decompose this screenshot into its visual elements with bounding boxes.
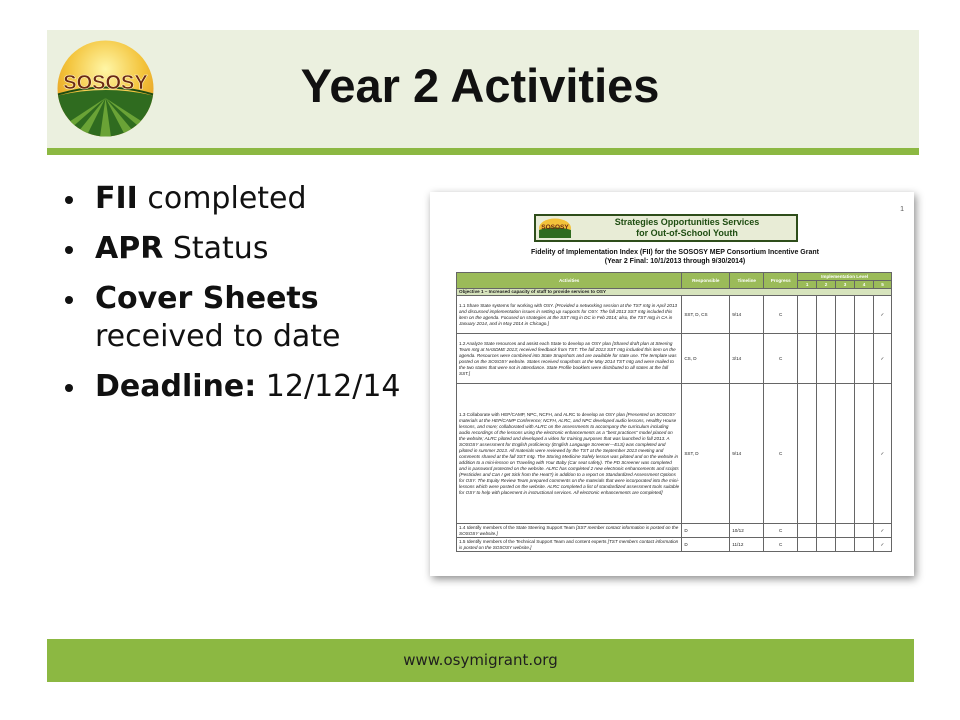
- bullet-bold-text: Cover Sheets: [95, 281, 319, 316]
- banner-logo-text: SOSOSY: [541, 224, 569, 231]
- level-cell: [817, 334, 836, 384]
- header-divider: [47, 148, 919, 155]
- level-5-check-icon: ✓: [873, 384, 891, 524]
- activity-cell: [457, 334, 682, 384]
- activity-label: 1.1 Share State systems for working with OSY.: [459, 302, 554, 308]
- footer-bar: [47, 639, 914, 682]
- level-cell: [836, 296, 855, 334]
- bullet-dot-icon: [65, 296, 73, 304]
- bullet-item: [65, 230, 425, 268]
- responsible-cell: SST, D: [682, 384, 730, 524]
- timeline-cell: 9/14: [730, 384, 764, 524]
- activity-cell: [457, 296, 682, 334]
- progress-cell: C: [764, 384, 798, 524]
- page-number: 1: [900, 206, 904, 213]
- level-cell: [855, 538, 874, 552]
- activity-note: [Provided a networking session at the TST mtg in April 2013 and discussed implementation issues in setting up supports for OSY. The fall 2013 SST mtg included this item on the agenda. Focused on strategies at the SST mtg in DC in Feb 2014; also, the TST mtg in CA in January 2014, and in May 2014 in Chicago.]: [459, 302, 678, 326]
- timeline-cell: 10/12: [730, 524, 764, 538]
- level-5-check-icon: ✓: [873, 334, 891, 384]
- bullet-text: completed: [137, 181, 307, 216]
- bullet-bold-text: FII: [95, 181, 138, 216]
- banner-text: [578, 217, 796, 239]
- level-cell: [855, 524, 874, 538]
- table-row: [457, 384, 892, 524]
- level-header: 3: [836, 281, 855, 289]
- subtitle-line-2: (Year 2 Final: 10/1/2013 through 9/30/2014): [604, 258, 746, 265]
- banner-line-2: for Out-of-School Youth: [636, 228, 738, 238]
- level-5-check-icon: ✓: [873, 524, 891, 538]
- timeline-cell: 11/12: [730, 538, 764, 552]
- activity-cell: [457, 524, 682, 538]
- sososy-logo-icon: [56, 40, 155, 137]
- bullet-dot-icon: [65, 196, 73, 204]
- level-header: 1: [798, 281, 817, 289]
- bullet-item: [65, 368, 425, 406]
- level-header: 4: [855, 281, 874, 289]
- activity-cell: [457, 538, 682, 552]
- bullet-dot-icon: [65, 246, 73, 254]
- footer-url[interactable]: www.osymigrant.org: [403, 651, 558, 669]
- bullet-text: received to date: [95, 319, 341, 354]
- level-header: 2: [817, 281, 836, 289]
- logo-text: SOSOSY: [63, 72, 148, 94]
- bullet-bold-text: Deadline:: [95, 369, 257, 404]
- progress-cell: C: [764, 296, 798, 334]
- level-cell: [798, 296, 817, 334]
- level-cell: [855, 296, 874, 334]
- sososy-logo: [56, 40, 155, 137]
- bullet-bold-text: APR: [95, 231, 164, 266]
- progress-cell: C: [764, 524, 798, 538]
- level-header: 5: [873, 281, 891, 289]
- bullet-dot-icon: [65, 384, 73, 392]
- activity-note: [Shared draft plan at Steering Team mtg at NASDME 2013; received feedback from TST. The fall 2013 SST mtg included this item on the agenda. Resources were combined into State Snapshots and are available for state use. The template was posted on the SOSOSY website. States received snapshots at the May 2014 TST mtg and were mailed to the two states that were not in attendance. State Profile booklets were distributed to all states at the fall SST.]: [459, 340, 677, 376]
- level-5-check-icon: ✓: [873, 296, 891, 334]
- responsible-cell: D: [682, 538, 730, 552]
- level-cell: [855, 384, 874, 524]
- fii-table: [456, 272, 892, 552]
- progress-cell: C: [764, 538, 798, 552]
- document-subtitle: [490, 248, 860, 266]
- level-cell: [836, 524, 855, 538]
- level-cell: [817, 296, 836, 334]
- banner-logo-icon: [538, 218, 572, 238]
- table-row: [457, 334, 892, 384]
- level-cell: [817, 524, 836, 538]
- activity-label: 1.2 Analyze State resources and assist each State to develop an OSY plan: [459, 340, 612, 346]
- responsible-cell: D: [682, 524, 730, 538]
- activity-note: [TST members contact information is posted on the SOSOSY website.]: [459, 538, 679, 550]
- col-header-progress: Progress: [764, 273, 798, 289]
- level-cell: [798, 524, 817, 538]
- fii-document-page: [430, 192, 914, 576]
- objective-row: Objective 1 – Increased capacity of staff to provide services to OSY: [457, 289, 892, 296]
- subtitle-line-1: Fidelity of Implementation Index (FII) for the SOSOSY MEP Consortium Incentive Grant: [531, 249, 819, 256]
- level-cell: [817, 384, 836, 524]
- banner-line-1: Strategies Opportunities Services: [614, 217, 760, 227]
- col-header-timeline: Timeline: [730, 273, 764, 289]
- fii-document-image: [430, 192, 914, 576]
- table-row: [457, 524, 892, 538]
- level-cell: [836, 538, 855, 552]
- level-cell: [798, 384, 817, 524]
- activity-label: 1.5 Identify members of the Technical Support Team and content experts: [459, 538, 607, 544]
- slide-title: Year 2 Activities: [300, 59, 660, 112]
- bullet-text: Status: [163, 231, 269, 266]
- timeline-cell: 9/14: [730, 296, 764, 334]
- level-cell: [798, 334, 817, 384]
- col-header-responsible: Responsible: [682, 273, 730, 289]
- document-banner: [534, 214, 798, 242]
- bullet-item: [65, 180, 425, 218]
- timeline-cell: 3/14: [730, 334, 764, 384]
- activity-note: [SST member contact information is posted on the SOSOSY website.]: [459, 524, 679, 536]
- level-cell: [855, 334, 874, 384]
- activity-note: [Presented on SOSOSY materials at the HEP/CAMP Conference; NCFH, ALRC, and NPC developed audio lessons, Healthy House lessons, and more; collaborated with ALRC on the assessments to accompany the curriculum including audio recordings of the lessons using the electronic enhancements as a "best practices" model placed on the website; ALRC piloted and developed a video for training purposes that was launched in fall 2013. A SOSOSY assessment for English proficiency (English Language Screener—ELS) was completed and piloted in summer 2013. All materials were reviewed by the TST at the September 2013 meeting and comments shared at the fall SST mtg. The Storing Medicine Safely lesson was piloted and on the website in addition to a mini-lesson on Traveling with Your Baby (Car seat safety). The PD Screener was completed and is password protected on the website. ALRC has completed 2 new electronic enhancements and scripts (Pesticides and Can I get Sick from the Heat?) in addition to a report on Standardized Assessment Options for OSY. The Equity Review Team prepared comments on the materials that were incorporated into the mini-lessons which were posted on the website. ALRC completed a list of standardized assessment tools suitable for OSY to help with placement in instructional services. All electronic enhancements are completed]: [459, 411, 680, 495]
- activity-cell: [457, 384, 682, 524]
- level-cell: [836, 334, 855, 384]
- level-cell: [836, 384, 855, 524]
- col-header-implementation-level: Implementation Level: [798, 273, 892, 281]
- responsible-cell: CS, D: [682, 334, 730, 384]
- level-cell: [798, 538, 817, 552]
- responsible-cell: SST, D, CS: [682, 296, 730, 334]
- table-row: [457, 538, 892, 552]
- bullet-item: [65, 280, 425, 356]
- progress-cell: C: [764, 334, 798, 384]
- level-cell: [817, 538, 836, 552]
- bullet-text: 12/12/14: [256, 369, 401, 404]
- col-header-activities: Activities: [457, 273, 682, 289]
- level-5-check-icon: ✓: [873, 538, 891, 552]
- table-row: [457, 296, 892, 334]
- activity-label: 1.3 Collaborate with HEP/CAMP, NPC, NCFH, and ALRC to develop an OSY plan: [459, 411, 626, 417]
- bullet-list: [65, 180, 425, 418]
- activity-label: 1.4 Identify members of the State Steering Support Team: [459, 524, 575, 530]
